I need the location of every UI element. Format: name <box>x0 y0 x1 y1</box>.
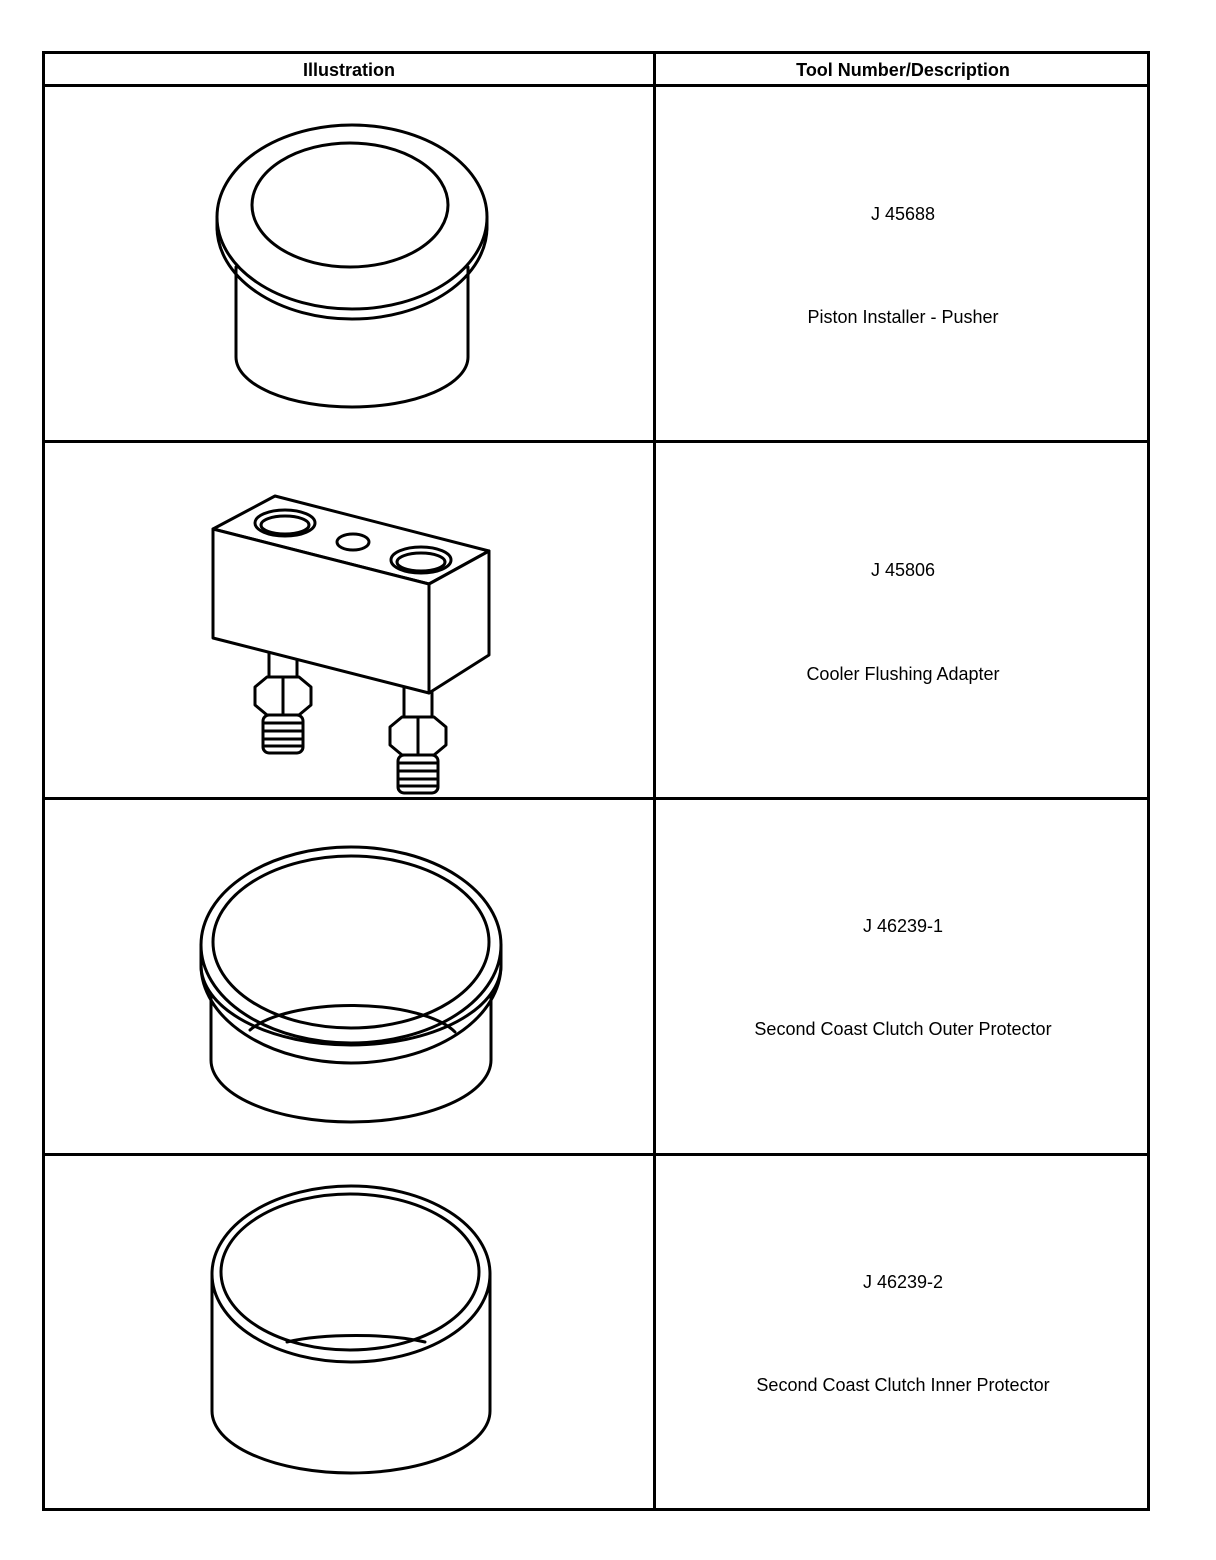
outer-protector-illustration <box>45 800 653 1153</box>
header-illustration: Illustration <box>302 60 395 80</box>
tool-table <box>42 51 1150 1511</box>
table-row-4-illustration <box>45 1156 653 1511</box>
tool-number: J 46239-2 <box>862 1272 944 1292</box>
header-tool-number-description: Tool Number/Description <box>796 60 1010 80</box>
inner-protector-illustration <box>45 1156 653 1511</box>
tool-number: J 45806 <box>870 560 936 580</box>
tool-description: Second Coast Clutch Outer Protector <box>754 1019 1052 1039</box>
cooler-flushing-adapter-illustration <box>45 443 653 797</box>
table-row-2-illustration <box>45 443 653 797</box>
table-row-3-illustration <box>45 800 653 1153</box>
tool-number: J 45688 <box>870 204 936 224</box>
tool-number: J 46239-1 <box>862 916 944 936</box>
table-row-1-illustration <box>45 87 653 440</box>
piston-installer-pusher-illustration <box>45 87 653 440</box>
tool-description: Piston Installer - Pusher <box>807 307 999 327</box>
tool-description: Cooler Flushing Adapter <box>806 664 1000 684</box>
tool-description: Second Coast Clutch Inner Protector <box>756 1375 1050 1395</box>
